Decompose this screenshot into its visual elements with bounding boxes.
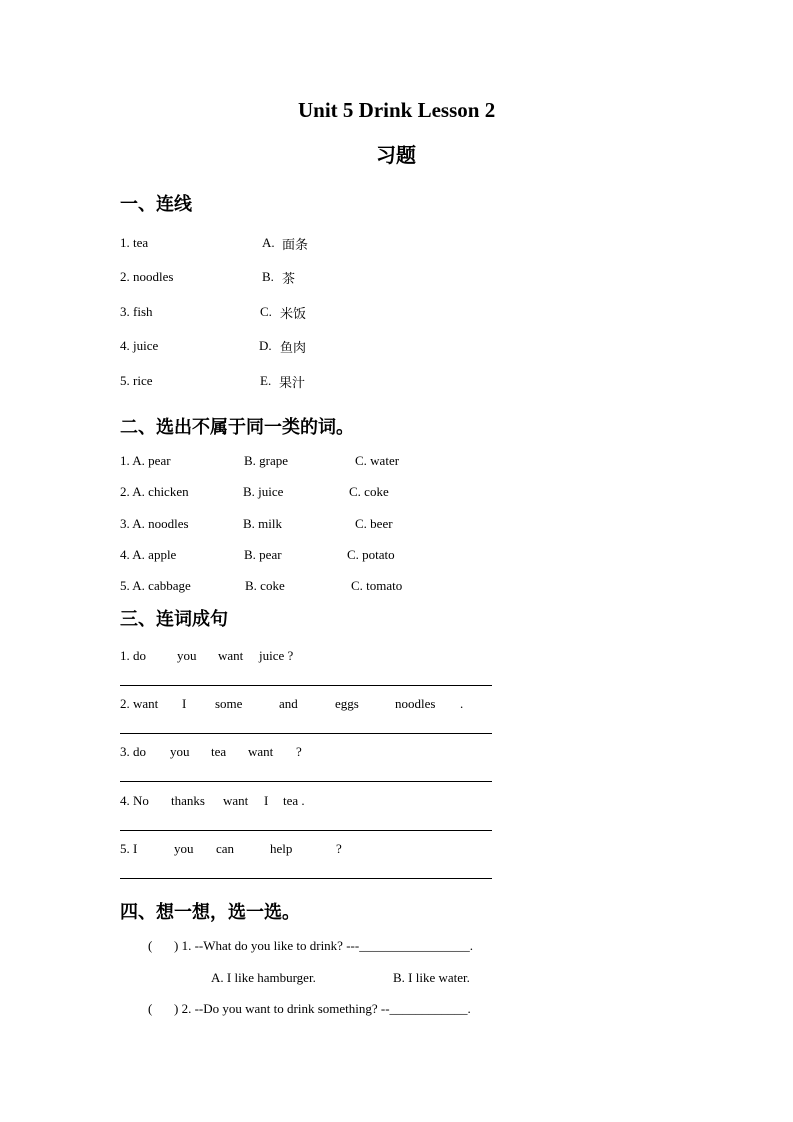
odd-row-4-a: 4. A. apple bbox=[120, 547, 177, 562]
match-opt-2: B. bbox=[262, 269, 274, 284]
odd-row-5-c: C. tomato bbox=[351, 578, 403, 593]
match-left-3: 3. fish bbox=[120, 304, 153, 319]
section2-heading: 二、选出不属于同一类的词。 bbox=[120, 417, 354, 438]
sentence-4-word-4: I bbox=[264, 793, 269, 808]
answer-line-3 bbox=[120, 781, 492, 782]
page-subtitle: 习题 bbox=[376, 143, 416, 167]
sentence-2-word-4: and bbox=[279, 696, 298, 711]
match-right-3: 米饭 bbox=[280, 307, 307, 322]
sentence-2-word-6: noodles bbox=[395, 696, 436, 711]
odd-row-4-b: B. pear bbox=[244, 547, 282, 562]
sentence-2-word-7: . bbox=[460, 696, 464, 711]
q1-option-b: B. I like water. bbox=[393, 970, 470, 985]
q1-paren: ( bbox=[148, 938, 153, 953]
sentence-2-word-3: some bbox=[215, 696, 243, 711]
q1-text: ) 1. --What do you like to drink? ---_________________. bbox=[174, 938, 473, 953]
sentence-5-word-4: help bbox=[270, 841, 293, 856]
answer-line-4 bbox=[120, 830, 492, 831]
match-left-5: 5. rice bbox=[120, 373, 153, 388]
sentence-4-word-5: tea . bbox=[283, 793, 305, 808]
match-opt-3: C. bbox=[260, 304, 272, 319]
sentence-1-word-1: 1. do bbox=[120, 648, 146, 663]
match-opt-1: A. bbox=[262, 235, 275, 250]
sentence-4-word-1: 4. No bbox=[120, 793, 149, 808]
odd-row-1-b: B. grape bbox=[244, 453, 289, 468]
q1-option-a: A. I like hamburger. bbox=[211, 970, 316, 985]
sentence-3-word-5: ? bbox=[296, 744, 302, 759]
odd-row-2-c: C. coke bbox=[349, 484, 389, 499]
match-left-4: 4. juice bbox=[120, 338, 159, 353]
odd-row-5-a: 5. A. cabbage bbox=[120, 578, 191, 593]
sentence-5-word-3: can bbox=[216, 841, 235, 856]
answer-line-2 bbox=[120, 733, 492, 734]
odd-row-5-b: B. coke bbox=[245, 578, 285, 593]
sentence-3-word-1: 3. do bbox=[120, 744, 146, 759]
sentence-2-word-1: 2. want bbox=[120, 696, 159, 711]
sentence-1-word-3: want bbox=[218, 648, 244, 663]
answer-line-1 bbox=[120, 685, 492, 686]
sentence-2-word-2: I bbox=[182, 696, 187, 711]
odd-row-4-c: C. potato bbox=[347, 547, 395, 562]
odd-row-3-c: C. beer bbox=[355, 516, 393, 531]
sentence-4-word-3: want bbox=[223, 793, 249, 808]
sentence-3-word-3: tea bbox=[211, 744, 227, 759]
odd-row-3-a: 3. A. noodles bbox=[120, 516, 189, 531]
match-right-2: 茶 bbox=[282, 272, 296, 287]
q2-paren: ( bbox=[148, 1001, 153, 1016]
sentence-3-word-2: you bbox=[170, 744, 190, 759]
odd-row-1-a: 1. A. pear bbox=[120, 453, 171, 468]
sentence-2-word-5: eggs bbox=[335, 696, 359, 711]
match-opt-4: D. bbox=[259, 338, 272, 353]
odd-row-1-c: C. water bbox=[355, 453, 400, 468]
sentence-5-word-1: 5. I bbox=[120, 841, 138, 856]
sentence-1-word-4: juice ? bbox=[259, 648, 294, 663]
match-left-2: 2. noodles bbox=[120, 269, 174, 284]
match-opt-5: E. bbox=[260, 373, 272, 388]
sentence-1-word-2: you bbox=[177, 648, 197, 663]
page-title: Unit 5 Drink Lesson 2 bbox=[298, 98, 496, 122]
match-right-1: 面条 bbox=[282, 238, 309, 253]
odd-row-2-a: 2. A. chicken bbox=[120, 484, 189, 499]
section4-heading: 四、想一想，选一选。 bbox=[120, 902, 300, 923]
section1-heading: 一、连线 bbox=[120, 194, 192, 215]
match-right-4: 鱼肉 bbox=[280, 341, 307, 356]
sentence-5-word-5: ? bbox=[336, 841, 342, 856]
match-right-5: 果汁 bbox=[279, 376, 306, 391]
odd-row-2-b: B. juice bbox=[243, 484, 284, 499]
answer-line-5 bbox=[120, 878, 492, 879]
match-left-1: 1. tea bbox=[120, 235, 149, 250]
sentence-4-word-2: thanks bbox=[171, 793, 205, 808]
odd-row-3-b: B. milk bbox=[243, 516, 283, 531]
sentence-3-word-4: want bbox=[248, 744, 274, 759]
sentence-5-word-2: you bbox=[174, 841, 194, 856]
q2-text: ) 2. --Do you want to drink something? --____________. bbox=[174, 1001, 471, 1016]
section3-heading: 三、连词成句 bbox=[120, 609, 228, 630]
